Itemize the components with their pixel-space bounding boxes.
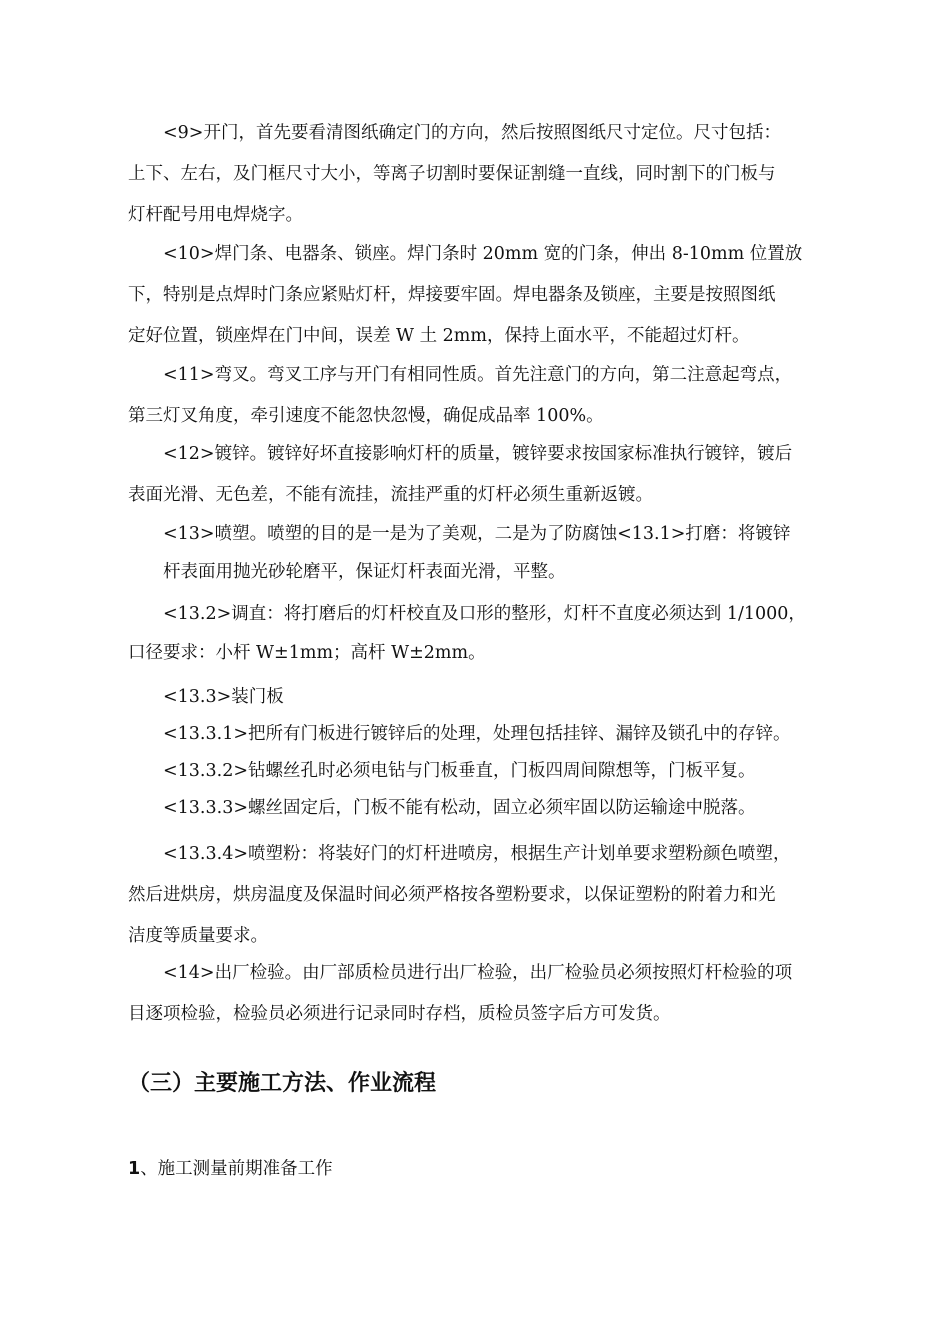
paragraph-13-3-1 [128,714,852,755]
sub-heading-number: 1 [128,1159,141,1179]
paragraph-line: <11>弯叉。弯叉工序与开门有相同性质。首先注意门的方向，第二注意起弯点， [128,365,793,385]
paragraph-line: <13.3>装门板 [128,687,284,707]
paragraph-line: 洁度等质量要求。 [128,926,268,946]
paragraph-line: 定好位置，锁座焊在门中间，误差 W 土 2mm，保持上面水平，不能超过灯杆。 [128,326,750,346]
section-heading: （三）主要施工方法、作业流程 [128,1071,437,1096]
paragraph-line: <12>镀锌。镀锌好坏直接影响灯杆的质量，镀锌要求按国家标准执行镀锌，镀后 [128,444,793,464]
paragraph-line: 目逐项检验，检验员必须进行记录同时存档，质检员签字后方可发货。 [128,1004,671,1024]
paragraph-line: 第三灯叉角度，牵引速度不能忽快忽慢，确促成品率 100%。 [128,406,604,426]
sub-heading-text: 、施工测量前期准备工作 [140,1159,333,1179]
paragraph-14 [128,953,852,1035]
paragraph-13-3-2 [128,751,852,792]
paragraph-line: <13.3.3>螺丝固定后，门板不能有松动，固立必须牢固以防运输途中脱落。 [128,798,756,818]
paragraph-line: <13.3.1>把所有门板进行镀锌后的处理，处理包括挂锌、漏锌及锁孔中的存锌。 [128,724,791,744]
paragraph-line: <10>焊门条、电器条、锁座。焊门条时 20mm 宽的门条，伸出 8-10mm 位置放 [128,244,803,264]
paragraph-10 [128,234,852,357]
paragraph-13-3-4 [128,834,852,957]
paragraph-line: 口径要求：小杆 W±1mm；高杆 W±2mm。 [128,643,486,663]
paragraph-12 [128,434,852,516]
paragraph-line: 下，特别是点焊时门条应紧贴灯杆，焊接要牢固。焊电器条及锁座，主要是按照图纸 [128,285,776,305]
paragraph-line: <13.3.2>钻螺丝孔时必须电钻与门板垂直，门板四周间隙想等，门板平复。 [128,761,756,781]
paragraph-line: 然后进烘房，烘房温度及保温时间必须严格按各塑粉要求，以保证塑粉的附着力和光 [128,885,776,905]
sub-heading [128,1155,333,1180]
paragraph-line: 灯杆配号用电焊烧字。 [128,205,303,225]
paragraph-line: 杆表面用抛光砂轮磨平，保证灯杆表面光滑，平整。 [128,562,566,582]
paragraph-line: <14>出厂检验。由厂部质检员进行出厂检验，出厂检验员必须按照灯杆检验的项 [128,963,793,983]
paragraph-13-2 [128,594,852,672]
paragraph-line: <13>喷塑。喷塑的目的是一是为了美观，二是为了防腐蚀<13.1>打磨：将镀锌 [128,524,791,544]
paragraph-13-3 [128,677,852,718]
paragraph-line: 表面光滑、无色差，不能有流挂，流挂严重的灯杆必须生重新返镀。 [128,485,653,505]
paragraph-line: <13.3.4>喷塑粉：将装好门的灯杆进喷房，根据生产计划单要求塑粉颜色喷塑， [128,844,791,864]
paragraph-line: <9>开门，首先要看清图纸确定门的方向，然后按照图纸尺寸定位。尺寸包括： [128,123,781,143]
paragraph-9 [128,113,852,236]
paragraph-11 [128,355,852,437]
paragraph-line: <13.2>调直：将打磨后的灯杆校直及口形的整形，灯杆不直度必须达到 1/1000， [128,604,806,624]
paragraph-13-3-3 [128,788,852,829]
paragraph-line: 上下、左右，及门框尺寸大小，等离子切割时要保证割缝一直线，同时割下的门板与 [128,164,776,184]
paragraph-13 [128,514,852,590]
